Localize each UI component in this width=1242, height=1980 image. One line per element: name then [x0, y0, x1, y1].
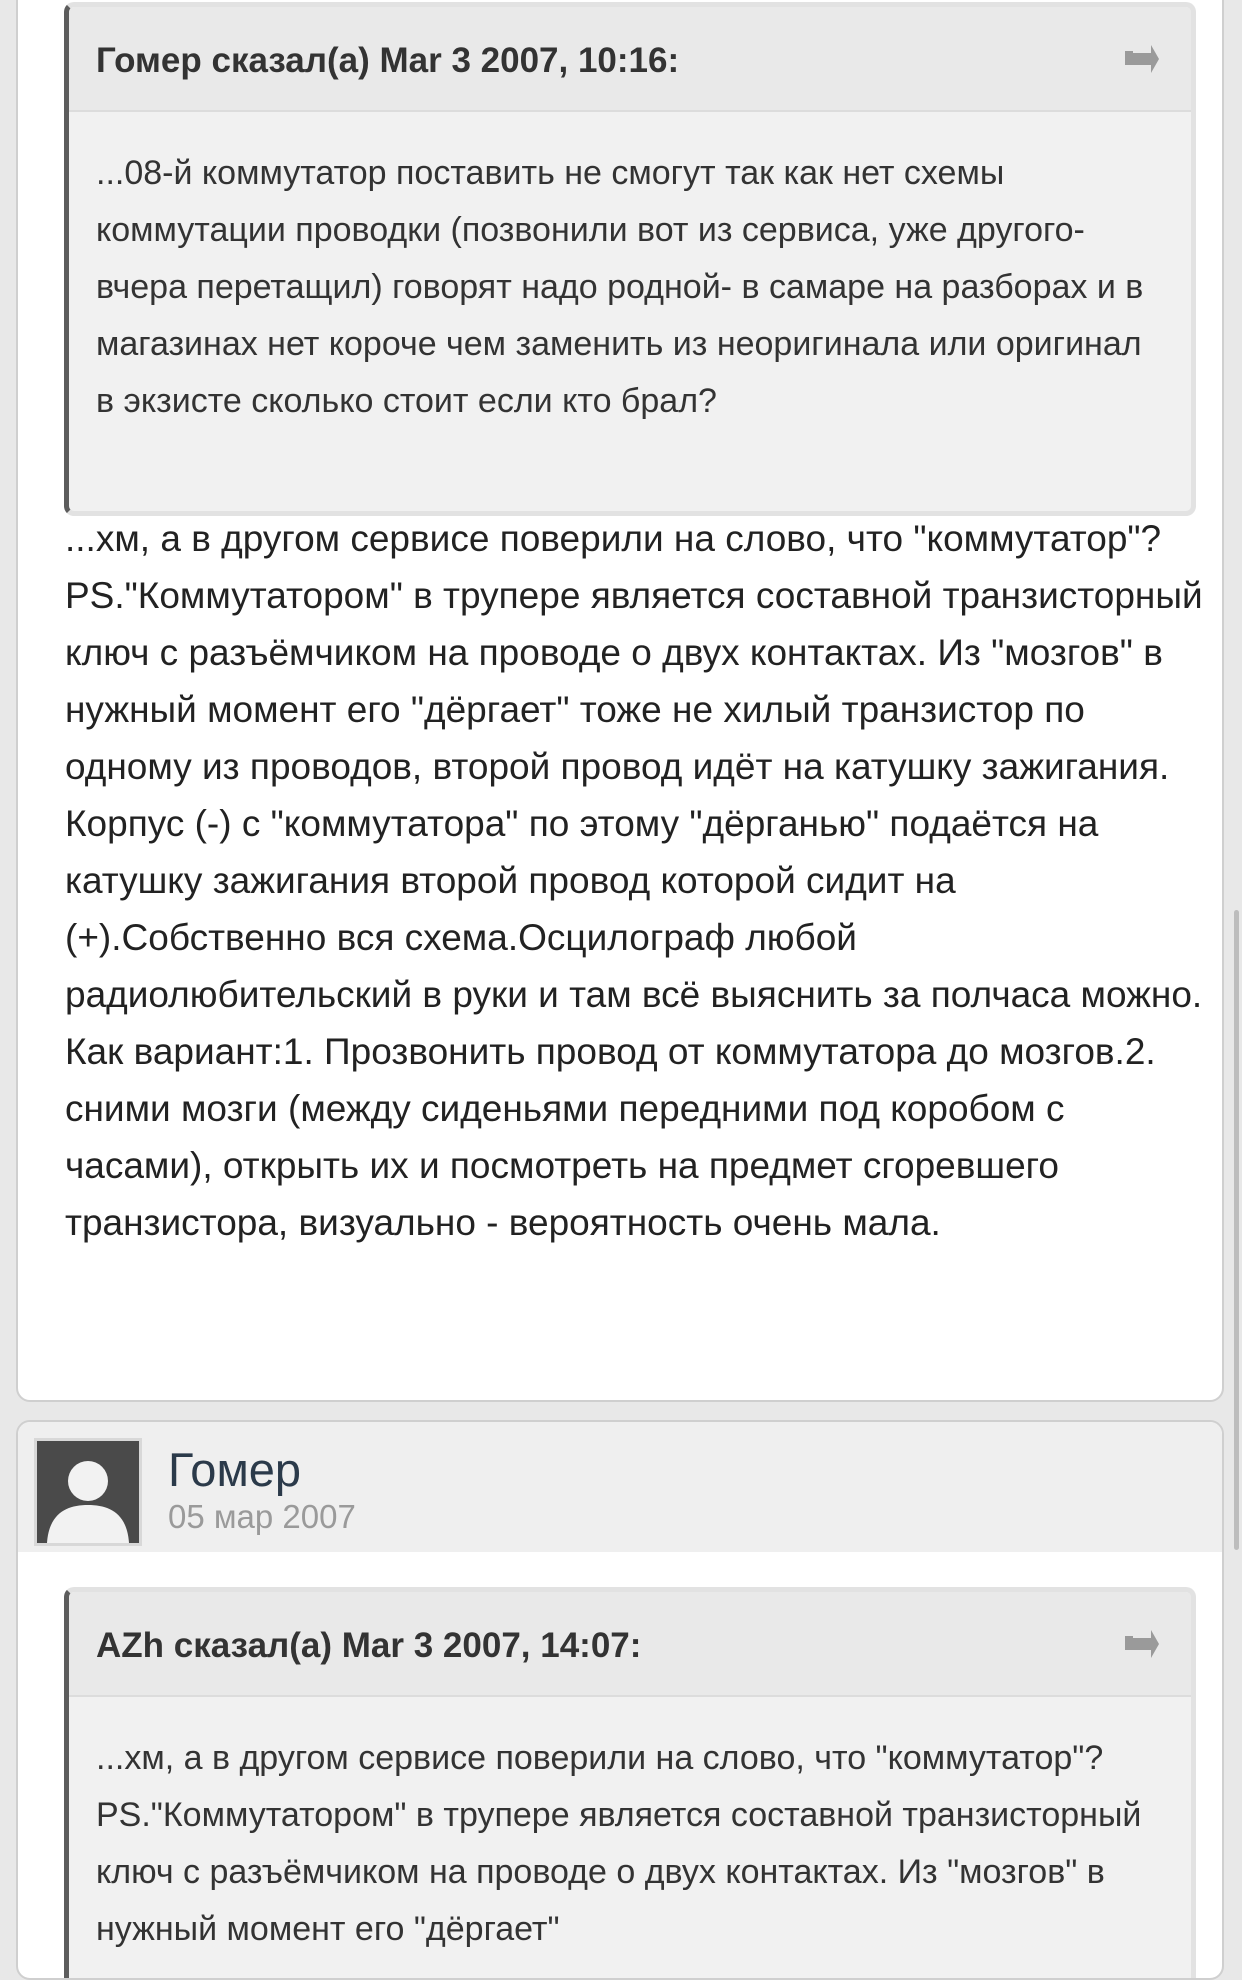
quote-header [69, 1592, 1191, 1697]
default-avatar-icon[interactable] [34, 1438, 142, 1546]
quote-header [69, 7, 1191, 112]
quote-text: ...хм, а в другом сервисе поверили на слово, что "коммутатор"?PS."Коммутатором" в трупере является составной транзисторный ключ с разъёмчиком на проводе о двух контактах. Из "мозгов" в нужный момент его "дёргает" [96, 1739, 1142, 1948]
author-name[interactable]: Гомер [168, 1443, 302, 1496]
quote-text: ...08-й коммутатор поставить не смогут так как нет схемы коммутации проводки (позвонили вот из сервиса, уже другого- вчера перетащил) говорят надо родной- в самаре на разборах и в магазинах нет короче чем заменить из неоригинала или оригинал в экзисте сколько стоит если кто брал? [96, 154, 1144, 420]
quote-citation: AZh сказал(а) Mar 3 2007, 14:07: [96, 1626, 642, 1665]
post-body: ...хм, а в другом сервисе поверили на слово, что "коммутатор"?PS."Коммутатором" в трупере является составной транзисторный ключ с разъёмчиком на проводе о двух контактах. Из "мозгов" в нужный момент его "дёргает" тоже не хилый транзистор по одному из проводов, второй провод идёт на катушку зажигания. Корпус (-) с "коммутатора" по этому "дёрганью" подаётся на катушку зажигания второй провод которой сидит на (+).Собственно вся схема.Осцилограф любой радиолюбительский в руки и там всё выяснить за полчаса можно. Как вариант:1. Прозвонить провод от коммутатора до мозгов.2. сними мозги (между сиденьями передними под коробом с часами), открыть их и посмотреть на предмет сгоревшего транзистора, визуально - вероятность очень мала. [65, 518, 1203, 1243]
quote-citation: Гомер сказал(а) Mar 3 2007, 10:16: [96, 41, 680, 80]
reply-arrow-icon[interactable] [1119, 1622, 1161, 1664]
scrollbar-thumb[interactable] [1234, 910, 1239, 1550]
quote-block [64, 1587, 1196, 1980]
post-date: 05 мар 2007 [168, 1498, 356, 1535]
reply-arrow-icon[interactable] [1119, 37, 1161, 79]
forum-post [16, 1420, 1224, 1980]
forum-post [16, 0, 1224, 1402]
post-header [18, 1422, 1222, 1552]
quote-block [64, 2, 1196, 516]
